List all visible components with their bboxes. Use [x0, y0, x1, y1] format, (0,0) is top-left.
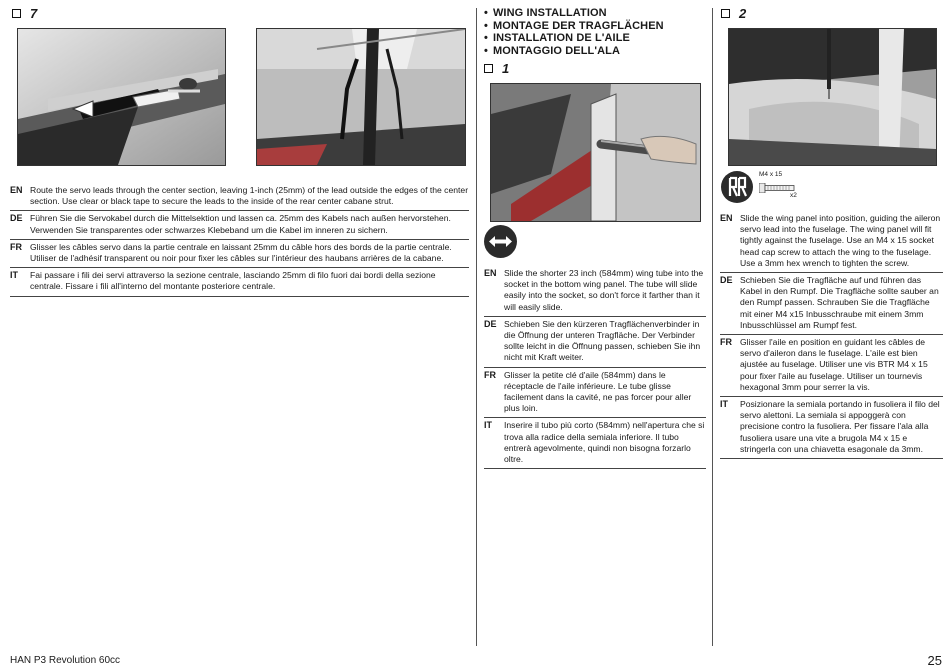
lang-code: IT [720, 399, 728, 410]
photo-wing-tube-illustration [491, 84, 700, 221]
instruction-row-en [484, 266, 706, 317]
lang-code: FR [720, 337, 732, 348]
photo-servo-leads-center-section [17, 28, 226, 166]
lang-code: DE [10, 213, 23, 224]
step-checkbox[interactable] [12, 9, 21, 18]
heading-de: • MONTAGE DER TRAGFLÄCHEN [484, 20, 664, 33]
heading-fr: • INSTALLATION DE L'AILE [484, 32, 664, 45]
left-instructions [10, 183, 469, 297]
instruction-text: Slide the shorter 23 inch (584mm) wing tube into the socket in the bottom wing panel. The tube will slide easily into the socket, so don't force it farther than it will easily slide. [504, 268, 704, 312]
instruction-row-it [484, 418, 706, 469]
instruction-text: Posizionare la semiala portando in fusoliera il filo del servo alettoni. La semiala si appoggerà con precisione contro la fusoliera. Per fissare l'ala alla fusoliera usare una vite a brugola M4 x 15 e stringerla con una chiavetta esagonale da 3mm. [740, 399, 940, 454]
lang-code: DE [720, 275, 733, 286]
right-step-header [721, 6, 746, 21]
column-divider-right [712, 8, 713, 646]
lang-code: DE [484, 318, 497, 329]
screw-illustration [759, 180, 795, 190]
instruction-text: Glisser la petite clé d'aile (584mm) dans le réceptacle de l'aile inférieure. Le tube glisse facilement dans la cavité, ne pas forcer pour aller plus loin. [504, 369, 692, 414]
photo-rear-cabane-strut [256, 28, 466, 166]
instruction-text: Führen Sie die Servokabel durch die Mittelsektion und lassen ca. 25mm des Kabels nach außen hervorstehen. Verwenden Sie transparentes oder schwarzes Klebeband um die Kabel im inneren zu sichern. [30, 213, 451, 235]
step-checkbox[interactable] [484, 64, 493, 73]
photo-wing-attach-screw [728, 28, 937, 166]
left-step-header [12, 6, 37, 21]
slide-direction-badge [484, 225, 517, 258]
instruction-row-en [720, 211, 943, 273]
lang-code: EN [10, 185, 23, 195]
hardware-qty: x2 [790, 192, 797, 199]
photo-wing-attach-illustration [729, 29, 936, 165]
instruction-text: Route the servo leads through the center section, leaving 1-inch (25mm) of the lead outside the edges of the center section. Use clear or black tape to secure the leads to the inside of the rear center cabane strut. [30, 185, 469, 207]
instruction-row-de [10, 211, 469, 239]
middle-instructions [484, 266, 706, 469]
footer-page-number: 25 [927, 653, 942, 668]
instruction-text: Inserire il tubo più corto (584mm) nell'apertura che si trova alla radice della semiala inferiore. Il tubo entrerà agevolmente, quindi non bisogna forzarlo oltre. [504, 420, 705, 465]
step-number: 1 [502, 61, 510, 76]
hardware-label: M4 x 15 [759, 171, 783, 178]
instruction-row-de [720, 273, 943, 335]
double-arrow-icon [484, 225, 517, 258]
instruction-text: Slide the wing panel into position, guiding the aileron servo lead into the fuselage. The wing panel will fit tightly against the fuselage. Use an M4 x 15 socket head cap screw to attach the wing to the fuselage. Use a 3mm hex wrench to tighten the screw. [740, 213, 941, 268]
instruction-row-en [10, 183, 469, 211]
step-number: 7 [30, 6, 38, 21]
instruction-row-de [484, 317, 706, 368]
instruction-row-it [720, 397, 943, 459]
photo-servo-leads-illustration [18, 29, 225, 165]
lang-code: FR [484, 369, 496, 380]
hex-wrench-icon [721, 171, 753, 203]
lang-code: EN [484, 268, 497, 278]
column-divider-left [476, 8, 477, 646]
lang-code: FR [10, 241, 22, 252]
step-checkbox[interactable] [721, 9, 730, 18]
section-heading [484, 7, 664, 57]
photo-cabane-strut-illustration [257, 29, 465, 165]
instruction-text: Schieben Sie die Tragfläche auf und führen das Kabel in den Rumpf. Die Tragfläche sollte sauber an den Rumpf passen. Schrauben Sie die Tragfläche mit einer M4 x15 Inbusschraube mit einem 3mm Inbusschlüssel am Rumpf fest. [740, 275, 939, 330]
instruction-row-fr [720, 335, 943, 397]
hardware-badge [721, 171, 753, 203]
right-instructions [720, 211, 943, 459]
step-number: 2 [739, 6, 747, 21]
heading-it: • MONTAGGIO DELL'ALA [484, 45, 664, 58]
instruction-text: Fai passare i fili dei servi attraverso la sezione centrale, lasciando 25mm di filo fuori dai bordi della sezione centrale. Fissare i fili all'interno del montante posteriore centrale. [30, 270, 436, 292]
lang-code: IT [484, 420, 492, 431]
instruction-row-fr [10, 240, 469, 268]
middle-step-header [484, 61, 509, 76]
lang-code: EN [720, 213, 733, 223]
heading-en: • WING INSTALLATION [484, 7, 664, 20]
footer-model-name: HAN P3 Revolution 60cc [10, 655, 121, 666]
instruction-row-fr [484, 368, 706, 419]
instruction-text: Glisser l'aile en position en guidant les câbles de servo d'aileron dans le fuselage. L'aile est bien ajustée au fuselage. Utiliser une vis BTR M4 x 15 pour fixer l'aile au fuselage. Utiliser un tournevis hexagonal 3mm pour serrer la vis. [740, 337, 928, 392]
instruction-text: Glisser les câbles servo dans la partie centrale en laissant 25mm du câble hors des bords de la partie centrale. Utiliser de l'adhésif transparent ou noir pour fixer les câbles sur l'intérieur des haubans arrières de la cabane. [30, 241, 452, 264]
photo-wing-tube-socket [490, 83, 701, 222]
lang-code: IT [10, 270, 18, 281]
instruction-text: Schieben Sie den kürzeren Tragflächenverbinder in die Öffnung der unteren Tragfläche. Der Verbinder sollte leicht in die Öffnung passen, schieben Sie ihn nicht mit Kraft weiter. [504, 318, 701, 363]
instruction-row-it [10, 268, 469, 296]
